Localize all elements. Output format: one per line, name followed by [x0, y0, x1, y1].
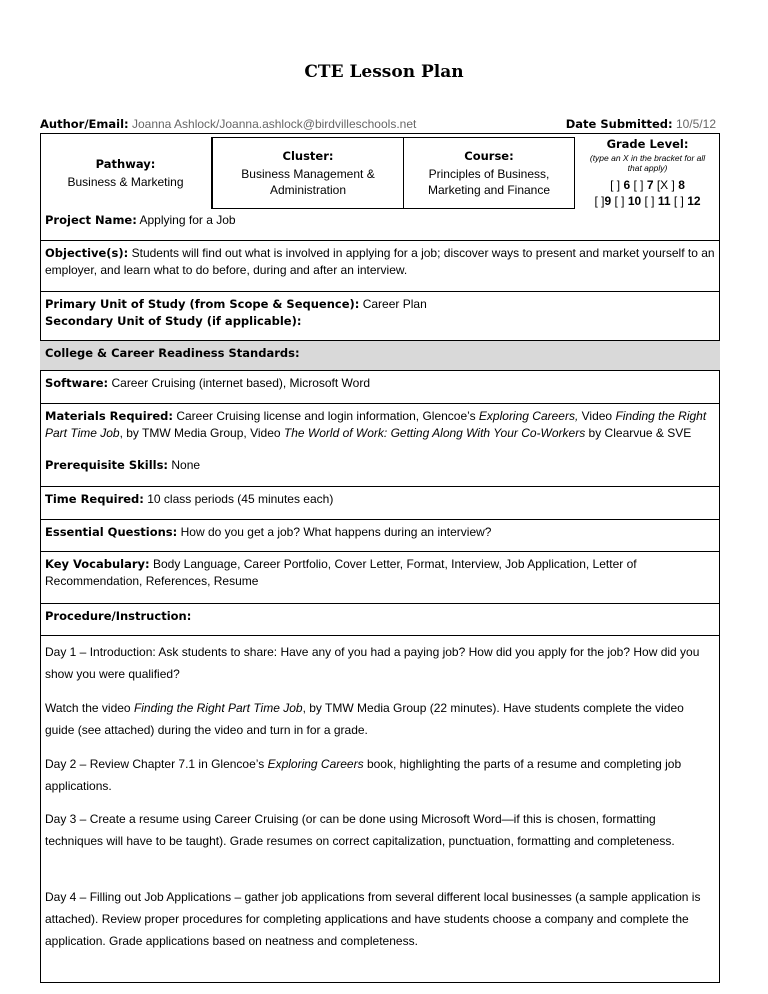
grade-note: (type an X in the bracket for all that apply)	[589, 153, 706, 173]
materials-text: Video	[578, 409, 616, 423]
time-value: 10 class periods (45 minutes each)	[143, 492, 334, 506]
cluster-label: Cluster:	[282, 149, 334, 163]
software-label: Software:	[45, 376, 109, 390]
procedure-video-title: Finding the Right Part Time Job	[133, 701, 303, 715]
procedure-day4: Day 4 – Filling out Job Applications – gather job applications from several different local businesses (a sample application is attached). Review proper procedures for completing applications and have students choose a company and complete the application. Grade applications based on neatness and completeness.	[45, 890, 701, 948]
procedure-text: Watch the video	[45, 701, 134, 715]
procedure-day2	[45, 753, 715, 797]
project-value: Applying for a Job	[136, 213, 236, 227]
objective-row	[40, 240, 720, 277]
materials-text: by Clearvue & SVE	[585, 426, 692, 440]
procedure-text: Day 2 – Review Chapter 7.1 in Glencoe’s	[45, 757, 268, 771]
author-label: Author/Email:	[40, 117, 129, 131]
key-vocabulary-row	[40, 551, 720, 603]
course-cell	[404, 137, 575, 209]
materials-text: , by TMW Media Group, Video	[119, 426, 284, 440]
grade-9: 9	[604, 194, 612, 208]
software-value: Career Cruising (internet based), Microsoft Word	[108, 376, 371, 390]
procedure-day3: Day 3 – Create a resume using Career Cruising (or can be done using Microsoft Word—if this is chosen, formatting techniques will have to be taught). Grade resumes on correct capitalization, punctuation, formatting and completeness.	[45, 812, 675, 848]
materials-label: Materials Required:	[45, 409, 173, 423]
primary-unit-label: Primary Unit of Study (from Scope & Sequence):	[45, 297, 360, 311]
procedure-watch-video	[45, 697, 715, 741]
procedure-book-title: Exploring Careers	[267, 757, 364, 771]
date-value: 10/5/12	[675, 117, 716, 131]
date-label: Date Submitted:	[565, 117, 673, 131]
page-title: CTE Lesson Plan	[304, 62, 464, 82]
materials-text: Career Cruising license and login information, Glencoe’s	[172, 409, 479, 423]
cluster-line1: Business Management &	[241, 167, 375, 181]
essential-questions-row	[40, 519, 720, 551]
grade-bracket[interactable]: [ ]	[630, 178, 647, 192]
grade-label: Grade Level:	[606, 137, 689, 151]
project-label: Project Name:	[45, 213, 137, 227]
time-label: Time Required:	[45, 492, 144, 506]
vocab-label: Key Vocabulary:	[45, 557, 150, 571]
grade-10: 10	[627, 194, 642, 208]
grade-bracket[interactable]: [X ]	[653, 178, 679, 192]
procedure-day1: Day 1 – Introduction: Ask students to share: Have any of you had a paying job? How did you apply for the job? How did you show you were qualified?	[45, 645, 700, 681]
prerequisite-label: Prerequisite Skills:	[45, 458, 169, 472]
secondary-unit-label: Secondary Unit of Study (if applicable):	[45, 314, 302, 328]
materials-video-title: Finding the Right Part Time Job	[45, 409, 707, 440]
materials-book-title: Exploring Careers,	[478, 409, 579, 423]
essential-label: Essential Questions:	[45, 525, 178, 539]
primary-unit-value: Career Plan	[359, 297, 427, 311]
grade-bracket[interactable]: [ ]	[594, 194, 605, 208]
grade-12: 12	[687, 194, 701, 208]
unit-of-study-row	[40, 291, 720, 340]
pathway-value: Business & Marketing	[67, 175, 184, 189]
grade-11: 11	[657, 194, 671, 208]
cluster-cell	[212, 137, 404, 209]
essential-value: How do you get a job? What happens during an interview?	[177, 525, 492, 539]
grade-level-cell	[575, 117, 720, 209]
standards-row	[40, 340, 720, 370]
procedure-divider	[40, 635, 720, 636]
materials-video-title: The World of Work: Getting Along With Your Co-Workers	[283, 426, 586, 440]
grade-bracket[interactable]: [ ]	[611, 194, 628, 208]
project-name-row	[40, 208, 720, 234]
software-row	[40, 370, 720, 403]
prerequisite-value: None	[168, 458, 201, 472]
course-line2: Marketing and Finance	[427, 183, 551, 197]
grade-options-row2	[575, 193, 720, 209]
pathway-cell	[40, 137, 212, 209]
grade-7: 7	[646, 178, 654, 192]
author-line	[40, 117, 416, 131]
vocab-value: Body Language, Career Portfolio, Cover Letter, Format, Interview, Job Application, Letter of Recommendation, References, Resume	[45, 557, 637, 588]
grade-8: 8	[678, 178, 685, 192]
grade-options-row1	[575, 177, 720, 193]
grade-bracket[interactable]: [ ]	[641, 194, 658, 208]
materials-row	[40, 403, 720, 457]
grade-bracket[interactable]: [ ]	[670, 194, 688, 208]
grade-6: 6	[623, 178, 631, 192]
cluster-line2: Administration	[269, 183, 347, 197]
procedure-label: Procedure/Instruction:	[45, 609, 192, 623]
procedure-text: book, highlighting the parts of a resume and completing job applications.	[45, 757, 682, 793]
author-value: Joanna Ashlock/Joanna.ashlock@birdvilleschools.net	[131, 117, 417, 131]
objective-value: Students will find out what is involved in applying for a job; discover ways to present and market yourself to an employer, and learn what to do before, during and after an interview.	[45, 246, 715, 277]
grade-bracket[interactable]: [ ]	[610, 178, 624, 192]
procedure-row	[40, 603, 720, 635]
procedure-text: , by TMW Media Group (22 minutes). Have students complete the video guide (see attached) during the video and turn in for a grade.	[45, 701, 684, 737]
course-line1: Principles of Business,	[428, 167, 550, 181]
objective-label: Objective(s):	[45, 246, 129, 260]
pathway-label: Pathway:	[95, 157, 156, 171]
prerequisite-row	[40, 457, 720, 486]
course-label: Course:	[464, 149, 514, 163]
time-required-row	[40, 486, 720, 519]
standards-label: College & Career Readiness Standards:	[45, 346, 300, 360]
